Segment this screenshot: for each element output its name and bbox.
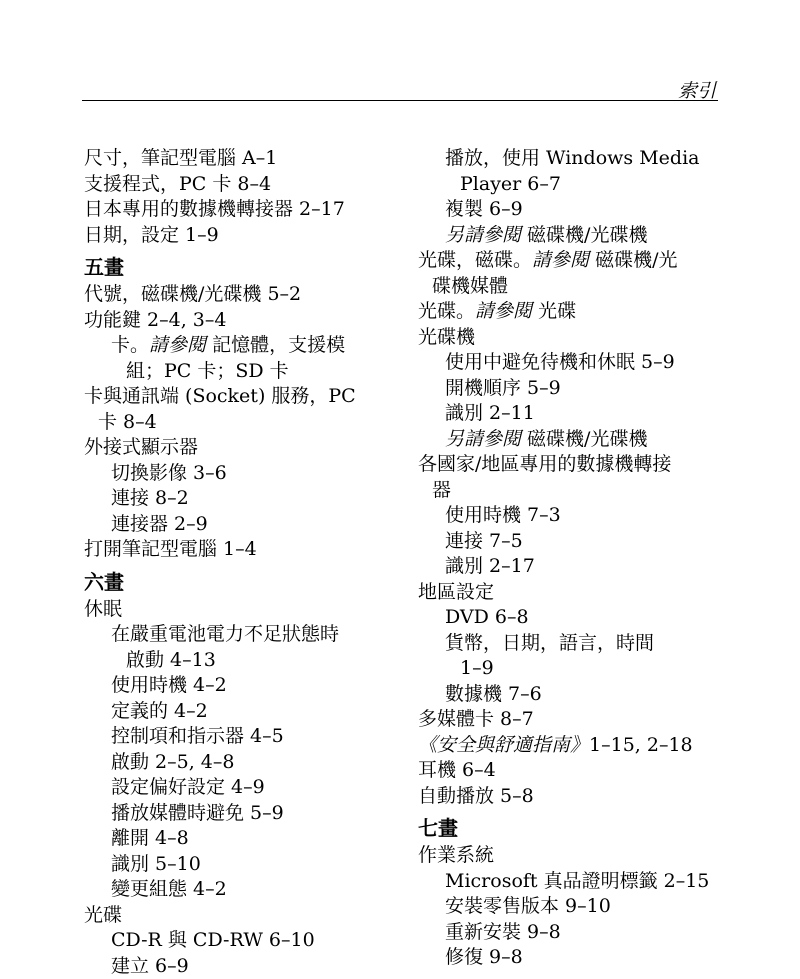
index-column-right	[418, 146, 718, 971]
entry-text: 磁碟機/光	[589, 249, 677, 271]
index-subentry: 修復 9–8	[418, 945, 718, 971]
index-subentry-continued: 1–9	[418, 656, 718, 682]
index-entry: 自動播放 5–8	[418, 784, 718, 810]
index-entry: 各國家/地區專用的數據機轉接	[418, 452, 718, 478]
index-subentry	[418, 223, 718, 249]
index-entry: 多媒體卡 8–7	[418, 707, 718, 733]
index-subentry: 變更組態 4–2	[84, 877, 384, 903]
index-entry: 尺寸，筆記型電腦 A–1	[84, 146, 384, 172]
see-reference: 請參閱	[532, 249, 589, 271]
index-subentry: 播放媒體時避免 5–9	[84, 801, 384, 827]
index-subentry	[418, 427, 718, 453]
entry-text: 磁碟機/光碟機	[521, 428, 647, 450]
index-subentry: 播放，使用 Windows Media	[418, 146, 718, 172]
see-also-reference: 另請參閱	[445, 428, 521, 450]
index-subentry: 連接 7–5	[418, 529, 718, 555]
entry-text: 光碟，磁碟。	[418, 249, 532, 271]
index-entry: 打開筆記型電腦 1–4	[84, 537, 384, 563]
section-heading: 五畫	[84, 254, 384, 280]
index-entry: 休眠	[84, 597, 384, 623]
index-entry: 卡與通訊端 (Socket) 服務，PC	[84, 384, 384, 410]
index-subentry: 複製 6–9	[418, 197, 718, 223]
index-subentry: 連接器 2–9	[84, 512, 384, 538]
entry-text: 記憶體，支援模	[206, 334, 345, 356]
index-subentry-continued: Player 6–7	[418, 172, 718, 198]
index-entry-continued: 碟機媒體	[418, 274, 718, 300]
see-reference: 請參閱	[475, 300, 532, 322]
index-subentry: 連接 8–2	[84, 486, 384, 512]
see-reference: 請參閱	[149, 334, 206, 356]
index-subentry: 識別 5–10	[84, 852, 384, 878]
book-title: 《安全與舒適指南》	[418, 734, 589, 756]
index-entry	[418, 299, 718, 325]
index-entry: 代號，磁碟機/光碟機 5–2	[84, 282, 384, 308]
index-column-left	[84, 146, 384, 979]
index-subentry: 在嚴重電池電力不足狀態時	[84, 622, 384, 648]
index-entry	[418, 733, 718, 759]
index-subentry: 識別 2–11	[418, 401, 718, 427]
index-entry: 光碟	[84, 903, 384, 929]
index-subentry: 識別 2–17	[418, 554, 718, 580]
index-subentry: CD-R 與 CD-RW 6–10	[84, 928, 384, 954]
index-subentry: 啟動 2–5, 4–8	[84, 750, 384, 776]
index-entry: 地區設定	[418, 580, 718, 606]
entry-text: 光碟。	[418, 300, 475, 322]
index-entry: 功能鍵 2–4, 3–4	[84, 308, 384, 334]
index-subentry: 安裝零售版本 9–10	[418, 894, 718, 920]
index-subentry: 使用時機 7–3	[418, 503, 718, 529]
index-subentry: 使用時機 4–2	[84, 673, 384, 699]
index-subentry: 設定偏好設定 4–9	[84, 775, 384, 801]
entry-text: 磁碟機/光碟機	[521, 224, 647, 246]
index-subentry: 離開 4–8	[84, 826, 384, 852]
index-subentry: 定義的 4–2	[84, 699, 384, 725]
index-entry: 外接式顯示器	[84, 435, 384, 461]
entry-text: 卡。	[111, 334, 149, 356]
page-header-title: 索引	[678, 76, 716, 103]
index-entry-continued: 器	[418, 478, 718, 504]
index-subentry: 建立 6–9	[84, 954, 384, 979]
entry-text: 1–15, 2–18	[589, 734, 693, 756]
entry-text: 光碟	[532, 300, 576, 322]
index-subentry: 貨幣，日期，語言，時間	[418, 631, 718, 657]
see-also-reference: 另請參閱	[445, 224, 521, 246]
section-heading: 七畫	[418, 815, 718, 841]
index-subentry-continued: 組；PC 卡；SD 卡	[84, 359, 384, 385]
index-subentry: Microsoft 真品證明標籤 2–15	[418, 869, 718, 895]
index-entry	[418, 248, 718, 274]
index-subentry: 開機順序 5–9	[418, 376, 718, 402]
section-heading: 六畫	[84, 569, 384, 595]
index-subentry: 重新安裝 9–8	[418, 920, 718, 946]
index-subentry: DVD 6–8	[418, 605, 718, 631]
index-subentry-continued: 啟動 4–13	[84, 648, 384, 674]
index-subentry	[84, 333, 384, 359]
index-entry: 作業系統	[418, 843, 718, 869]
index-entry: 支援程式，PC 卡 8–4	[84, 172, 384, 198]
index-subentry: 使用中避免待機和休眠 5–9	[418, 350, 718, 376]
index-entry: 日本專用的數據機轉接器 2–17	[84, 197, 384, 223]
header-rule	[82, 100, 718, 101]
index-subentry: 數據機 7–6	[418, 682, 718, 708]
index-entry-continued: 卡 8–4	[84, 410, 384, 436]
index-entry: 日期，設定 1–9	[84, 223, 384, 249]
index-entry: 耳機 6–4	[418, 758, 718, 784]
index-subentry: 控制項和指示器 4–5	[84, 724, 384, 750]
index-subentry: 切換影像 3–6	[84, 461, 384, 487]
index-entry: 光碟機	[418, 325, 718, 351]
